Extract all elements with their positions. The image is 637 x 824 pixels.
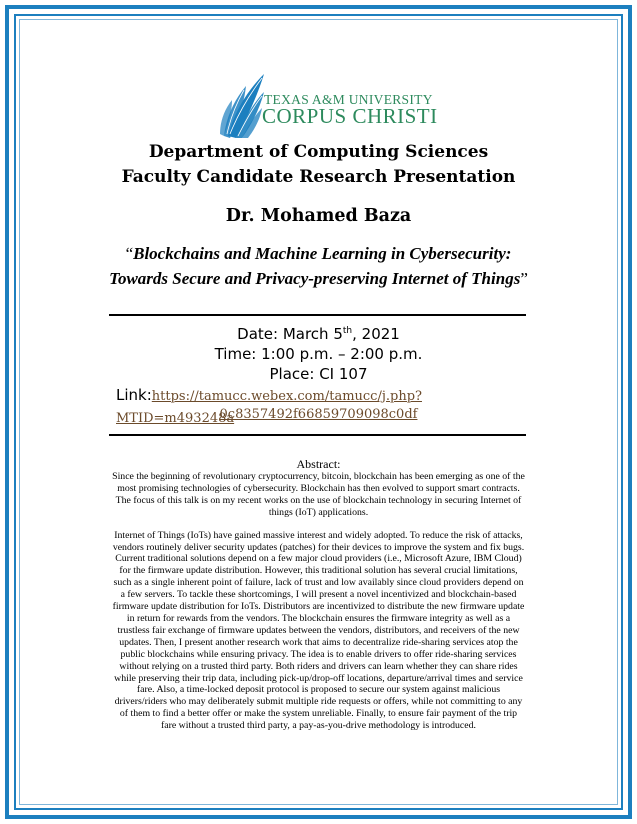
talk-title — [0, 241, 637, 291]
divider-top — [109, 314, 526, 316]
event-name: Faculty Candidate Research Presentation — [121, 167, 516, 187]
talk-title-text-2: Towards Secure and Privacy-preserving Internet of Things — [109, 269, 521, 288]
event-date — [0, 324, 637, 344]
presenter-name: Dr. Mohamed Baza — [225, 206, 412, 226]
webex-link-part-1[interactable]: https://tamucc.webex.com/tamucc/j.php?MTID=m493248a — [116, 389, 422, 426]
talk-title-text-1: Blockchains and Machine Learning in Cybersecurity: — [133, 244, 512, 263]
event-link-row-2 — [0, 405, 637, 425]
abstract-paragraph-1: Since the beginning of revolutionary cryptocurrency, bitcoin, blockchain has been emerging as one of the most promising technologies of cybersecurity. Blockchain has then evolved to support smart contracts. The focus of this talk is on my recent works on the use of blockchain technology in securing Internet of things (IoT) applications. — [112, 471, 525, 518]
open-quote: “ — [125, 244, 134, 263]
department-name: Department of Computing Sciences — [148, 142, 489, 162]
close-quote: ” — [520, 269, 528, 288]
webex-link-part-2[interactable]: 0c8357492f66859709098c0df — [219, 407, 418, 422]
event-place: Place: CI 107 — [269, 365, 368, 383]
event-time: Time: 1:00 p.m. – 2:00 p.m. — [214, 345, 423, 363]
abstract-paragraph-2: Internet of Things (IoTs) have gained massive interest and widely adopted. To reduce the risk of attacks, vendors routinely deliver security updates (patches) for their devices to improve the system and fix bugs. Current traditional solutions depend on a few major cloud providers (i.e., Microsoft Azure, IBM Cloud) for the firmware update distribution. However, this traditional solution has several crucial limitations, such as a single inherent point of failure, lack of trust and low availably since cloud providers depend on a few servers. To tackle these shortcomings, I will present a novel incentivized and blockchain-based firmware update distribution for IoTs. Distributors are incentivized to distribute the new firmware update in return for rewards from the vendors. The blockchain ensures the firmware integrity as well as a trustless fair exchange of firmware updates between the vendors, distributors, and receivers of the new updates. Then, I present another research work that aims to decentralize ride-sharing services atop the public blockchains while ensuring privacy. The idea is to enable drivers to offer ride-sharing services without relying on a trusted third party. Both riders and drivers can learn whether they can share rides while preserving their trip data, including pick-up/drop-off locations, departure/arrival times and service fare. Also, a time-locked deposit protocol is proposed to secure our system against malicious drivers/riders who may deliberately submit multiple ride requests or offers, while not committing to any of them to find a better offer or make the system unreliable. Finally, to ensure fair payment of the trip fare without a trusted third party, a pay-as-you-drive methodology is introduced. — [112, 529, 525, 732]
event-details — [0, 324, 637, 384]
logo-line-1: TEXAS A&M UNIVERSITY — [264, 92, 433, 107]
logo-line-2: CORPUS CHRISTI — [262, 104, 438, 128]
link-label: Link: — [116, 386, 152, 404]
date-prefix: Date: March 5 — [237, 325, 343, 343]
divider-bottom — [109, 434, 526, 436]
abstract-heading: Abstract: — [296, 457, 341, 471]
date-year: , 2021 — [352, 325, 400, 343]
talk-title-line-1 — [0, 241, 637, 266]
talk-title-line-2 — [0, 266, 637, 291]
abstract-body — [112, 471, 525, 743]
date-suffix-sup: th — [342, 326, 353, 336]
header-block — [0, 140, 637, 190]
